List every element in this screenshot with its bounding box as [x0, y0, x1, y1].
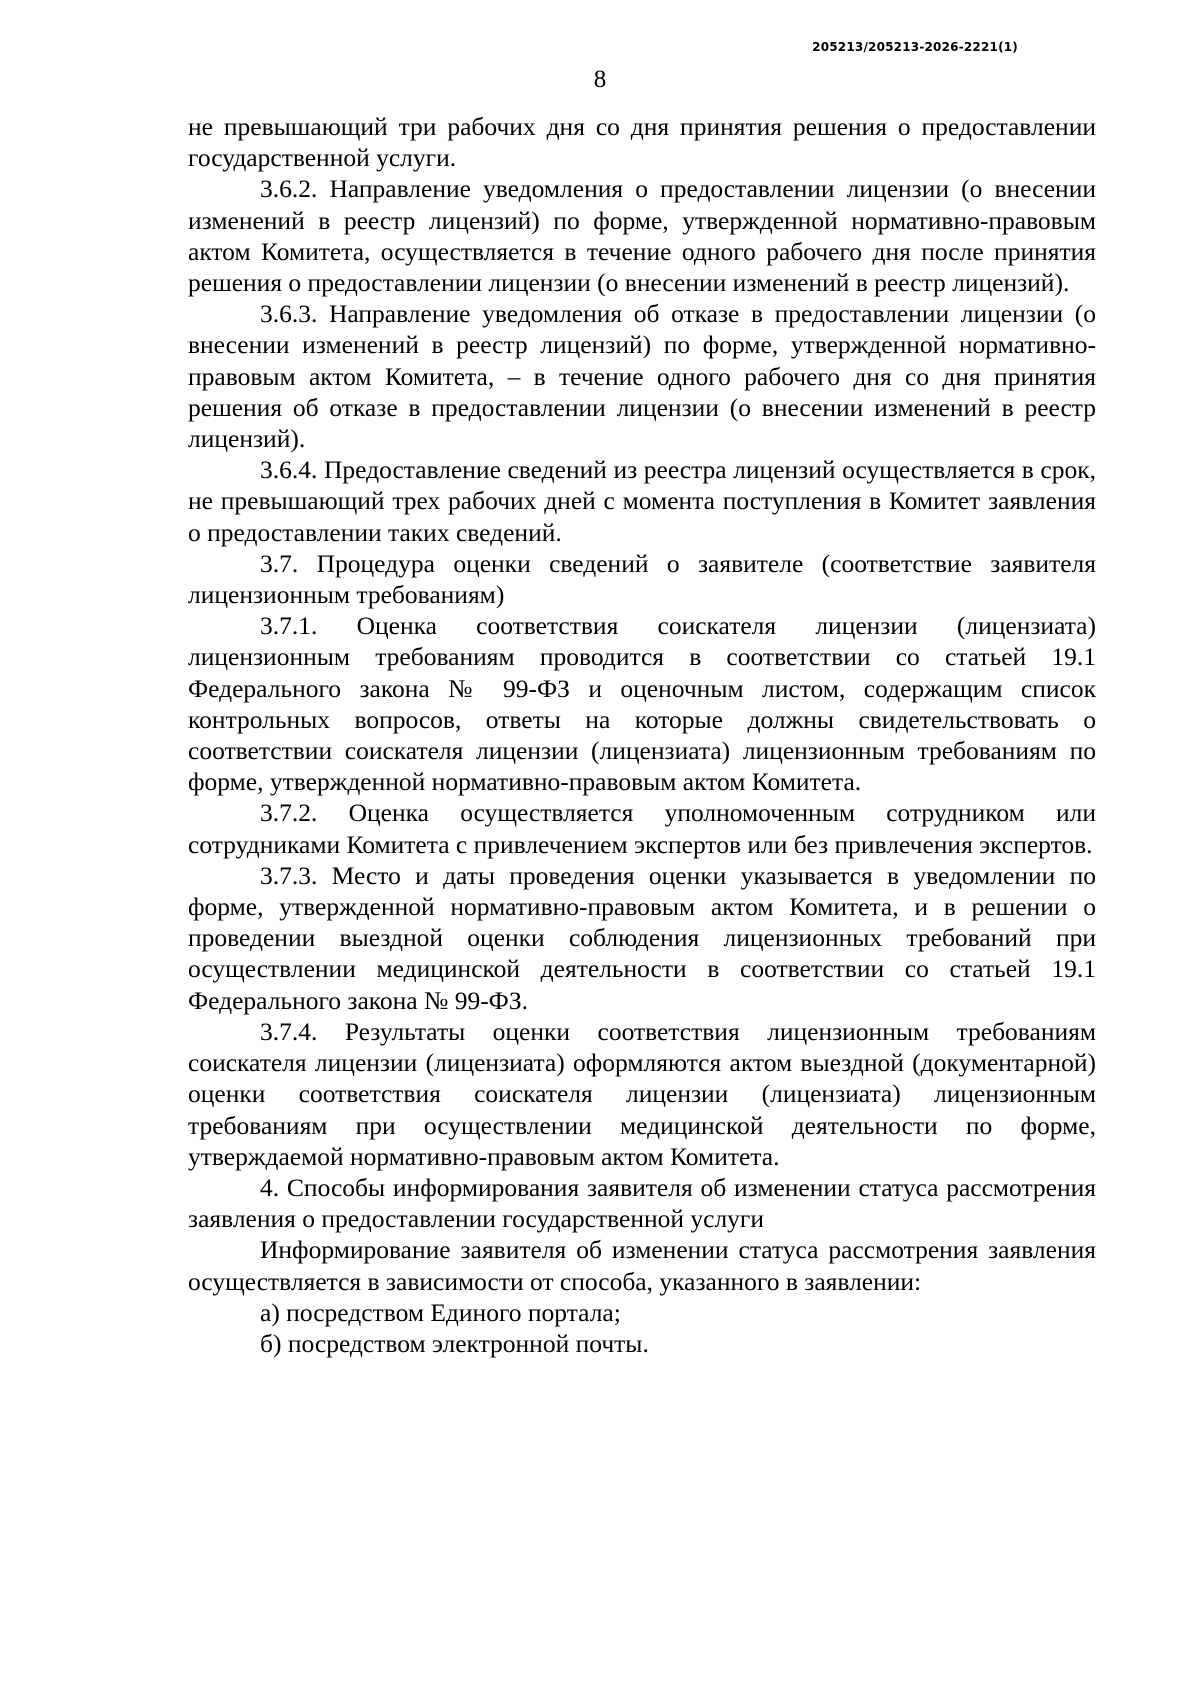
- paragraph-3-7: 3.7. Процедура оценки сведений о заявителе (соответствие заявителя лицензионным требованиям): [188, 548, 1096, 610]
- paragraph-3-7-1: 3.7.1. Оценка соответствия соискателя лицензии (лицензиата) лицензионным требованиям проводится в соответствии со статьей 19.1 Федерального закона № 99-ФЗ и оценочным листом, содержащим список контрольных вопросов, ответы на которые должны свидетельствовать о соответствии соискателя лицензии (лицензиата) лицензионным требованиям по форме, утвержденной нормативно-правовым актом Комитета.: [188, 611, 1096, 797]
- paragraph-3-6-2: 3.6.2. Направление уведомления о предоставлении лицензии (о внесении изменений в реестр лицензий) по форме, утвержденной нормативно-правовым актом Комитета, осуществляется в течение одного рабочего дня после принятия решения о предоставлении лицензии (о внесении изменений в реестр лицензий).: [188, 174, 1096, 298]
- paragraph-3-7-4: 3.7.4. Результаты оценки соответствия лицензионным требованиям соискателя лицензии (лицензиата) оформляются актом выездной (документарной) оценки соответствия соискателя лицензии (лицензиата) лицензионным требованиям при осуществлении медицинской деятельности по форме, утверждаемой нормативно-правовым актом Комитета.: [188, 1016, 1096, 1171]
- section-4-heading: 4. Способы информирования заявителя об изменении статуса рассмотрения заявления о предоставлении государственной услуги: [188, 1172, 1096, 1234]
- list-item-b: б) посредством электронной почты.: [260, 1328, 649, 1358]
- paragraph-continuation: не превышающий три рабочих дня со дня принятия решения о предоставлении государственной услуги.: [188, 112, 1096, 173]
- document-body: [188, 111, 1096, 1359]
- document-id: 205213/205213-2026-2221(1): [812, 40, 1018, 54]
- paragraph-informing: Информирование заявителя об изменении статуса рассмотрения заявления осуществляется в зависимости от способа, указанного в заявлении:: [188, 1235, 1096, 1296]
- paragraph-3-7-3: 3.7.3. Место и даты проведения оценки указывается в уведомлении по форме, утвержденной нормативно-правовым актом Комитета, и в решении о проведении выездной оценки соблюдения лицензионных требований при осуществлении медицинской деятельности в соответствии со статьей 19.1 Федерального закона № 99-ФЗ.: [188, 860, 1096, 1015]
- paragraph-3-7-2: 3.7.2. Оценка осуществляется уполномоченным сотрудником или сотрудниками Комитета с привлечением экспертов или без привлечения экспертов.: [188, 798, 1096, 859]
- page-number: 8: [593, 66, 607, 93]
- paragraph-3-6-3: 3.6.3. Направление уведомления об отказе в предоставлении лицензии (о внесении изменений в реестр лицензий) по форме, утвержденной нормативно-правовым актом Комитета, – в течение одного рабочего дня со дня принятия решения об отказе в предоставлении лицензии (о внесении изменений в реестр лицензий).: [188, 299, 1096, 454]
- list-item-a: а) посредством Единого портала;: [260, 1297, 621, 1327]
- paragraph-3-6-4: 3.6.4. Предоставление сведений из реестра лицензий осуществляется в срок, не превышающий трех рабочих дней с момента поступления в Комитет заявления о предоставлении таких сведений.: [188, 455, 1096, 547]
